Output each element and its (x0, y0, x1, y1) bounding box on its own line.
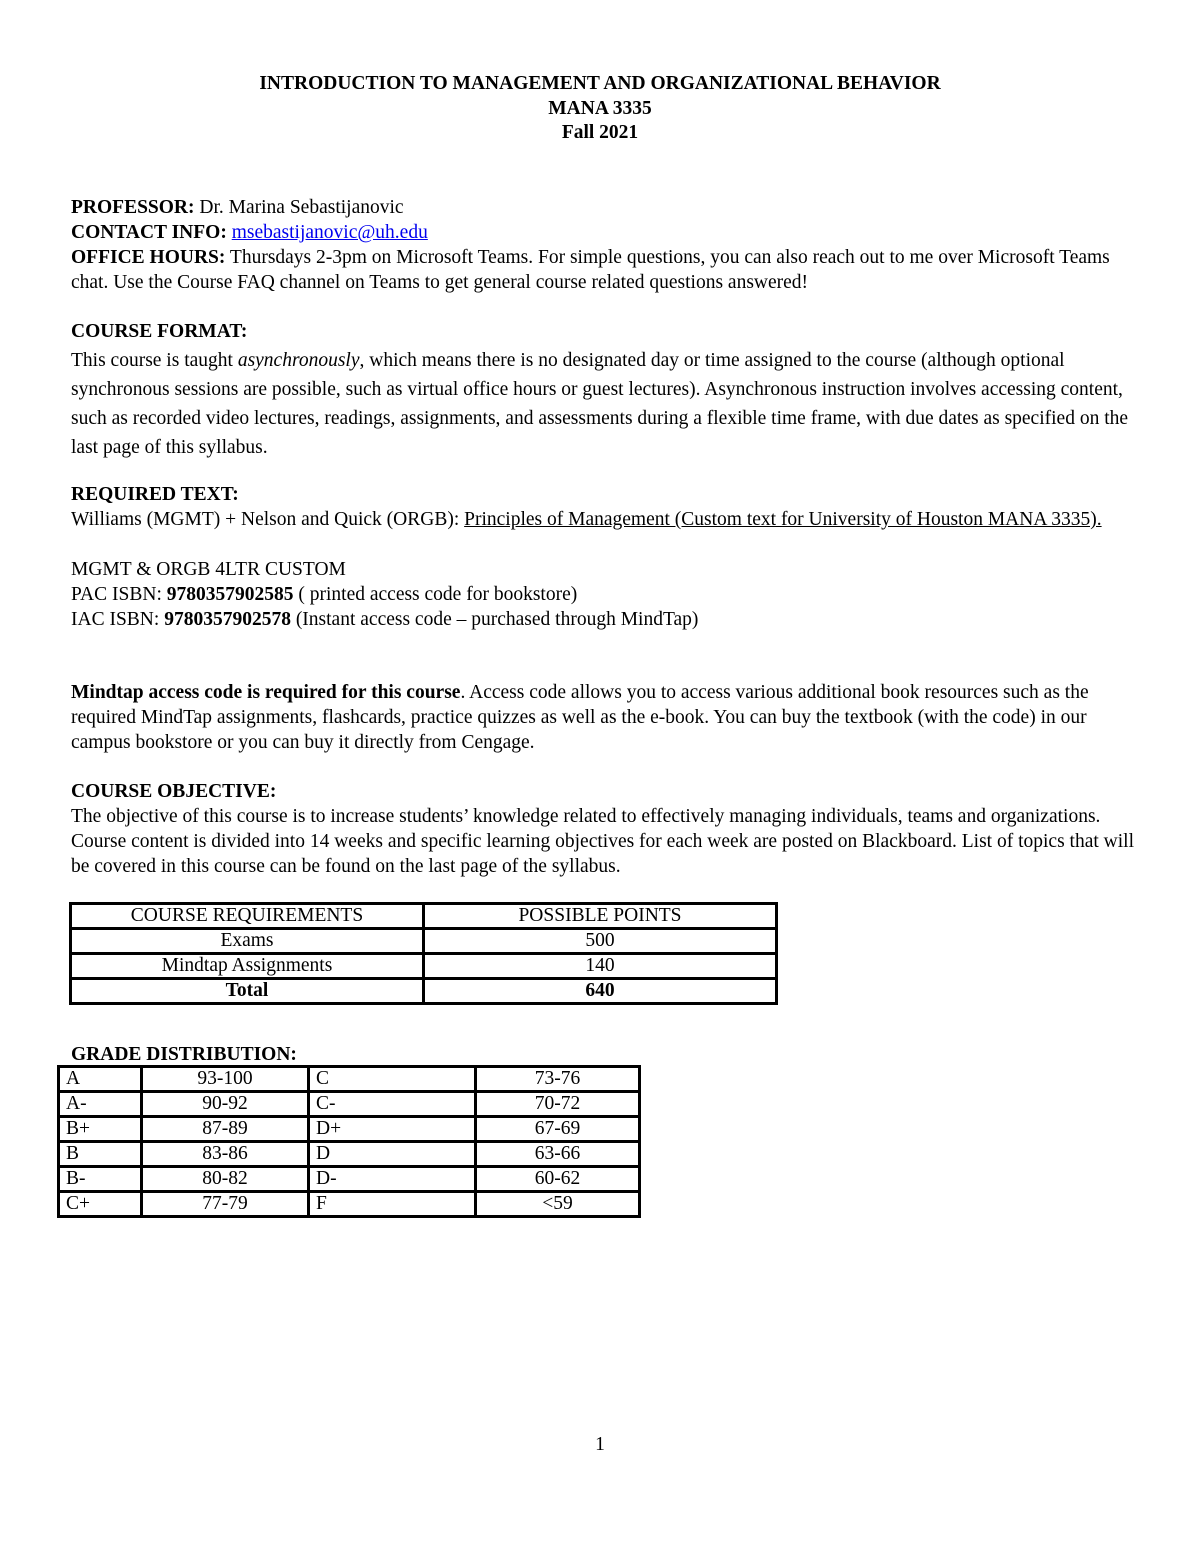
grade-range: 93-100 (142, 1067, 309, 1092)
grade-letter: B+ (59, 1117, 142, 1142)
requirements-table (69, 902, 778, 1005)
mindtap-bold: Mindtap access code is required for this course (71, 682, 461, 703)
grade-range: 73-76 (476, 1067, 640, 1092)
iac-isbn: 9780357902578 (164, 609, 291, 630)
contact-label: CONTACT INFO: (71, 222, 227, 243)
grade-range: 87-89 (142, 1117, 309, 1142)
table-cell: Exams (71, 929, 424, 954)
textbook-authors: Williams (MGMT) + Nelson and Quick (ORGB): (71, 509, 465, 530)
table-row (59, 1117, 640, 1142)
grade-letter: B (59, 1142, 142, 1167)
table-row (71, 929, 777, 954)
grade-letter: D+ (309, 1117, 476, 1142)
grade-range: 80-82 (142, 1167, 309, 1192)
grade-letter: C+ (59, 1192, 142, 1217)
contact-section (71, 195, 1136, 295)
course-format-heading: COURSE FORMAT: (71, 321, 248, 342)
course-code: MANA 3335 (548, 97, 652, 119)
course-format-emphasis: asynchronously (237, 350, 360, 371)
mindtap-text: . Access code allows you to access various additional book resources such as the required MindTap assignments, flashcards, practice quizzes as well as the e-book. You can buy the textbook (with the code) in our campus bookstore or you can buy it directly from Cengage. (71, 682, 1089, 753)
grade-letter: C (309, 1067, 476, 1092)
grade-letter: B- (59, 1167, 142, 1192)
grade-table (57, 1065, 641, 1218)
office-hours-label: OFFICE HOURS: (71, 247, 226, 268)
grade-letter: F (309, 1192, 476, 1217)
grade-range: 83-86 (142, 1142, 309, 1167)
iac-isbn-line (71, 607, 1136, 632)
header-cell: POSSIBLE POINTS (424, 904, 777, 929)
iac-label: IAC ISBN: (71, 609, 165, 630)
course-format-text (71, 346, 1136, 462)
grade-distribution-heading: GRADE DISTRIBUTION: (71, 1044, 297, 1065)
textbook-title: Principles of Management (Custom text for University of Houston MANA 3335). (464, 509, 1102, 530)
professor-name: Dr. Marina Sebastijanovic (194, 197, 404, 218)
table-row (59, 1167, 640, 1192)
grade-range: 77-79 (142, 1192, 309, 1217)
total-label: Total (71, 979, 424, 1004)
mindtap-section (71, 680, 1136, 755)
table-cell: 500 (424, 929, 777, 954)
grade-range: <59 (476, 1192, 640, 1217)
table-cell: Mindtap Assignments (71, 954, 424, 979)
course-format-section (71, 319, 1136, 462)
page-number: 1 (595, 1434, 605, 1455)
mindtap-paragraph (71, 680, 1136, 755)
grade-range: 60-62 (476, 1167, 640, 1192)
office-hours-line (71, 245, 1136, 295)
pac-label: PAC ISBN: (71, 584, 167, 605)
grade-letter: D (309, 1142, 476, 1167)
table-row (59, 1192, 640, 1217)
pac-isbn: 9780357902585 (166, 584, 294, 605)
header-cell: COURSE REQUIREMENTS (71, 904, 424, 929)
table-row (59, 1092, 640, 1117)
iac-note: (Instant access code – purchased through MindTap) (290, 609, 699, 630)
professor-label: PROFESSOR: (71, 197, 195, 218)
grade-range: 67-69 (476, 1117, 640, 1142)
grade-letter: A- (59, 1092, 142, 1117)
document-title: INTRODUCTION TO MANAGEMENT AND ORGANIZATIONAL BEHAVIOR (259, 73, 941, 94)
required-text-heading: REQUIRED TEXT: (71, 484, 239, 505)
contact-line (71, 220, 1136, 245)
table-row (59, 1067, 640, 1092)
grade-range: 90-92 (142, 1092, 309, 1117)
course-format-text-1: This course is taught (71, 350, 238, 371)
grade-letter: A (59, 1067, 142, 1092)
pac-isbn-line (71, 582, 1136, 607)
email-link[interactable]: msebastijanovic@uh.edu (231, 222, 428, 243)
professor-line (71, 195, 1136, 220)
grade-range: 63-66 (476, 1142, 640, 1167)
table-cell: 140 (424, 954, 777, 979)
objective-section (71, 779, 1136, 879)
grade-letter: C- (309, 1092, 476, 1117)
textbook-line (71, 507, 1136, 532)
grade-range: 70-72 (476, 1092, 640, 1117)
textbook-edition: MGMT & ORGB 4LTR CUSTOM (71, 559, 346, 580)
grade-letter: D- (309, 1167, 476, 1192)
document-header (0, 72, 1200, 146)
pac-note: ( printed access code for bookstore) (293, 584, 578, 605)
table-total-row (71, 979, 777, 1004)
term: Fall 2021 (561, 122, 639, 143)
table-header-row (71, 904, 777, 929)
office-hours-text: Thursdays 2-3pm on Microsoft Teams. For simple questions, you can also reach out to me over Microsoft Teams chat. Use the Course FAQ channel on Teams to get general course related questions answered! (71, 247, 1110, 293)
total-value: 640 (424, 979, 777, 1004)
table-row (59, 1142, 640, 1167)
table-row (71, 954, 777, 979)
objective-heading: COURSE OBJECTIVE: (71, 781, 277, 802)
required-text-section (71, 482, 1136, 632)
objective-text: The objective of this course is to increase students’ knowledge related to effectively managing individuals, teams and organizations. Course content is divided into 14 weeks and specific learning objectives for each week are posted on Blackboard. List of topics that will be covered in this course can be found on the last page of the syllabus. (71, 806, 1134, 877)
course-format-text-2: , which means there is no designated day or time assigned to the course (although optional synchronous sessions are possible, such as virtual office hours or guest lectures). Asynchronous instruction involves accessing content, such as recorded video lectures, readings, assignments, and assessments during a flexible time frame, with due dates as specified on the last page of this syllabus. (71, 350, 1129, 458)
